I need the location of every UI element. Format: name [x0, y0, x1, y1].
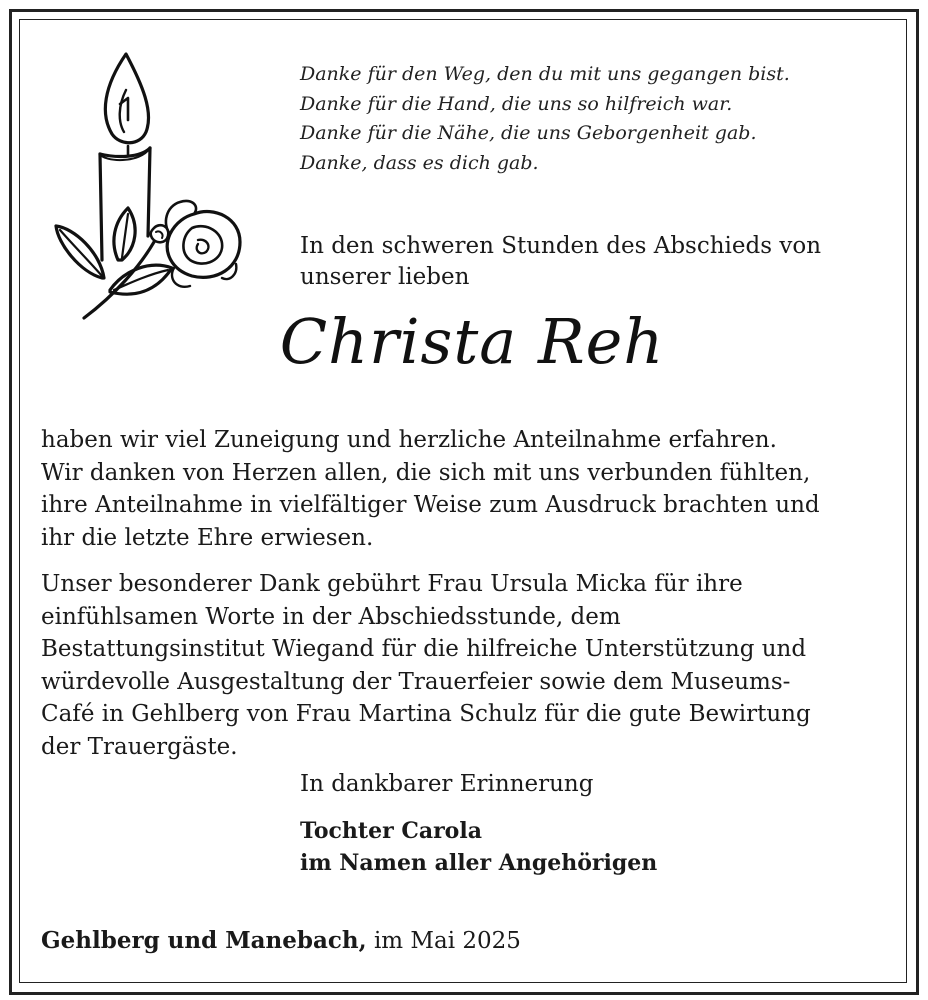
body-line: der Trauergäste. [41, 733, 238, 760]
body-line: ihre Anteilnahme in vielfältiger Weise zum Ausdruck brachten und [41, 492, 820, 518]
poem-line: Danke, dass es dich gab. [300, 151, 539, 174]
signers [300, 815, 880, 879]
intro-line: unserer lieben [300, 264, 470, 290]
intro-line: In den schweren Stunden des Abschieds von [300, 233, 822, 259]
place-date: im Mai 2025 [373, 928, 521, 954]
signer-line: im Namen aller Angehörigen [300, 850, 658, 876]
body-line: Wir danken von Herzen allen, die sich mit uns verbunden fühlten, [41, 459, 811, 486]
poem-line: Danke für die Nähe, die uns Geborgenheit gab. [300, 122, 757, 144]
poem [300, 60, 880, 178]
body-line: ihr die letzte Ehre erwiesen. [41, 524, 374, 551]
paragraph-gap [41, 554, 891, 568]
signer-line: Tochter Carola [300, 818, 482, 844]
body-line: würdevolle Ausgestaltung der Trauerfeier sowie dem Museums- [41, 668, 791, 695]
closing-line: In dankbarer Erinnerung [300, 771, 594, 797]
closing-phrase [300, 768, 880, 800]
poem-line: Danke für den Weg, den du mit uns gegangen bist. [300, 63, 790, 85]
place-and-date [41, 925, 891, 957]
body-line: Bestattungsinstitut Wiegand für die hilfreiche Unterstützung und [41, 636, 807, 662]
candle-with-rose-icon [44, 46, 249, 324]
poem-line: Danke für die Hand, die uns so hilfreich war. [300, 92, 733, 115]
deceased-name: Christa Reh [279, 305, 665, 378]
intro-text [300, 231, 880, 293]
body-line: einfühlsamen Worte in der Abschiedsstunde, dem [41, 603, 621, 630]
thanks-body [41, 424, 891, 763]
body-line: haben wir viel Zuneigung und herzliche Anteilnahme erfahren. [41, 427, 777, 453]
body-line: Café in Gehlberg von Frau Martina Schulz für die gute Bewirtung [41, 701, 811, 727]
place-location: Gehlberg und Manebach, [41, 927, 367, 954]
body-line: Unser besonderer Dank gebührt Frau Ursula Micka für ihre [41, 571, 743, 597]
